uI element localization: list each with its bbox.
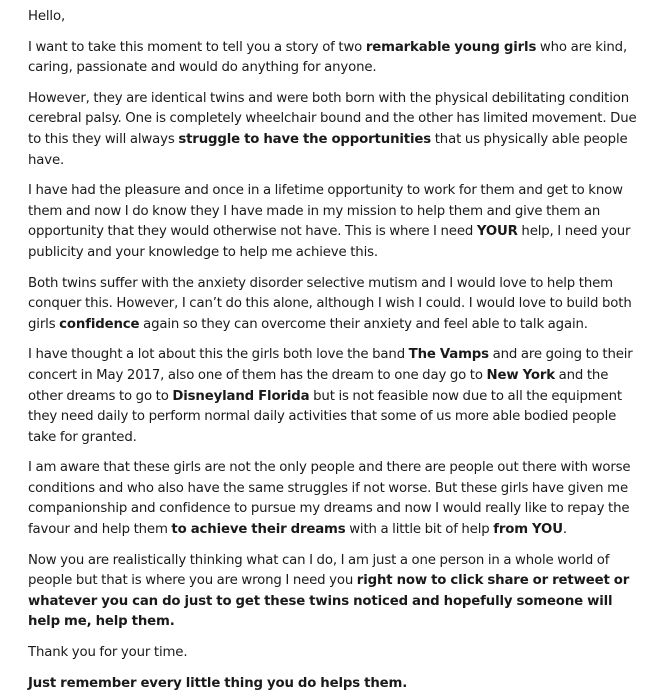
text-run: I want to take this moment to tell you a story of two xyxy=(28,39,366,55)
bold-text: confidence xyxy=(59,316,140,332)
text-run: Both twins suffer with the anxiety disorder selective mutism and I would love to help them conquer this. However, I can’t do this alone, although I wish I could. I would love to build both girls xyxy=(28,275,632,332)
text-run: help, I need your publicity and your knowledge to help me achieve this. xyxy=(28,224,631,260)
bold-text: remarkable young girls xyxy=(365,39,537,55)
text-run: that us physically able people have. xyxy=(28,131,628,168)
closing-line xyxy=(28,674,638,694)
paragraph xyxy=(28,181,638,263)
greeting: Hello, xyxy=(28,9,66,24)
bold-text: Disneyland Florida xyxy=(172,388,310,404)
paragraph xyxy=(28,458,638,540)
paragraph xyxy=(28,345,638,448)
bold-text: YOUR xyxy=(476,224,518,240)
bold-text: struggle to have the opportunities xyxy=(178,131,432,147)
text-run: with a little bit of help xyxy=(345,522,494,538)
bold-text: to achieve their dreams xyxy=(171,522,346,538)
paragraph xyxy=(28,89,638,171)
text-run: I have thought a lot about this the girls both love the band xyxy=(28,347,409,363)
paragraph xyxy=(28,274,638,336)
text-run: who are kind, caring, passionate and would do anything for anyone. xyxy=(28,39,628,76)
text-run: again so they can overcome their anxiety and feel able to talk again. xyxy=(139,316,588,332)
text-run: Now you are realistically thinking what can I do, I am just a one person in a whole world of people but that is where you are wrong I need you xyxy=(28,552,610,589)
letter-body xyxy=(28,38,638,633)
paragraph xyxy=(28,551,638,633)
closing-text: Just remember every little thing you do helps them. xyxy=(28,675,408,691)
bold-text: from YOU xyxy=(493,522,563,538)
text-run: but is not feasible now due to all the equipment they need daily to perform normal daily activities that some of us more able bodied people take for granted. xyxy=(28,388,622,445)
text-run: and the other dreams to go to xyxy=(28,367,609,404)
text-run: . xyxy=(562,522,567,538)
paragraph xyxy=(28,38,638,79)
text-run: I am aware that these girls are not the only people and there are people out there with worse conditions and who also have the same struggles if not worse. But these girls have given me companionship and confidence to pursue my dreams and now I would really like to repay the favour and help them xyxy=(28,460,631,538)
bold-text: New York xyxy=(486,367,555,383)
text-run: and are going to their concert in May 2017, also one of them has the dream to one day go to xyxy=(28,347,633,383)
text-run: I have had the pleasure and once in a lifetime opportunity to work for them and get to know them and now I do know they I have made in my mission to help them and give them an opportunity that they would otherwise not have. This is where I need xyxy=(28,183,623,240)
thanks-line: Thank you for your time. xyxy=(28,645,188,661)
bold-text: right now to click share or retweet or whatever you can do just to get these twins noticed and hopefully someone will help me, help them. xyxy=(28,573,630,630)
text-run: However, they are identical twins and were both born with the physical debilitating condition cerebral palsy. One is completely wheelchair bound and the other has limited movement. Due to this they will always xyxy=(28,90,637,147)
bold-text: The Vamps xyxy=(408,347,489,363)
